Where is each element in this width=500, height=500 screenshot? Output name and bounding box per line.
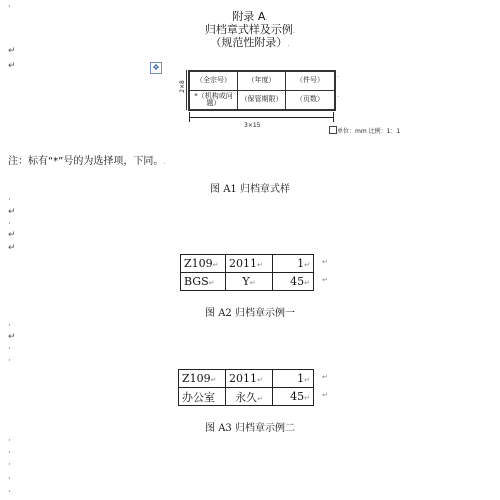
paragraph-mark: ↵ bbox=[8, 207, 16, 217]
paragraph-mark: ↵ bbox=[8, 230, 16, 240]
table-row bbox=[181, 273, 314, 291]
paragraph-mark: · bbox=[8, 2, 11, 12]
paragraph-mark: · bbox=[8, 356, 11, 366]
table-cell: 45↵ bbox=[273, 388, 314, 406]
row-end-mark: ↵ bbox=[322, 391, 328, 399]
figure-caption: 图 A2 归档章示例一 bbox=[205, 308, 295, 319]
table-row bbox=[181, 255, 314, 273]
cell-mark: · bbox=[337, 73, 340, 81]
example-table-1 bbox=[180, 254, 314, 291]
paragraph-mark: ↵ bbox=[8, 61, 16, 71]
paragraph-mark: · bbox=[8, 195, 11, 205]
row-end-mark: ↵ bbox=[322, 258, 328, 266]
paragraph-mark: · bbox=[8, 321, 11, 331]
table-cell: Z109↵ bbox=[181, 255, 226, 273]
table-cell: 1↵ bbox=[273, 370, 314, 388]
seal-cell: （保管期限） bbox=[237, 90, 286, 110]
table-cell: Z109↵ bbox=[179, 370, 226, 388]
table-cell: 2011↵ bbox=[226, 370, 273, 388]
example-table-2 bbox=[178, 369, 314, 406]
paragraph-mark: · bbox=[8, 219, 11, 229]
height-dimension-label: 2×8 bbox=[178, 80, 186, 93]
paragraph-mark: · bbox=[8, 474, 11, 484]
table-cell: 永久↵ bbox=[226, 388, 273, 406]
table-cell: BGS↵ bbox=[181, 273, 226, 291]
row-end-mark: ↵ bbox=[322, 373, 328, 381]
height-dimension-line bbox=[186, 70, 187, 110]
row-end-mark: ↵ bbox=[322, 276, 328, 284]
dimension-tick bbox=[333, 112, 334, 122]
paragraph-mark: ↵ bbox=[8, 243, 16, 253]
seal-cell: （年度） bbox=[237, 71, 286, 91]
paragraph-mark: ↵ bbox=[8, 46, 16, 56]
figure-caption: 图 A1 归档章式样 bbox=[210, 184, 290, 195]
paragraph-mark: · bbox=[8, 344, 11, 354]
seal-cell: （页数） bbox=[285, 90, 335, 110]
table-cell: 2011↵ bbox=[226, 255, 273, 273]
seal-cell: （全宗号） bbox=[189, 71, 238, 91]
unit-note: 单位：mm 比例：1：1 bbox=[337, 128, 401, 135]
paragraph-mark: · bbox=[8, 460, 11, 470]
note-text: 注：标有“*”号的为选择项，下同。. bbox=[8, 156, 166, 167]
paragraph-mark: ↵ bbox=[8, 332, 16, 342]
width-dimension-label: 3×15 bbox=[244, 122, 261, 129]
table-row bbox=[179, 370, 314, 388]
table-move-handle-icon[interactable]: ✥ bbox=[150, 62, 162, 74]
table-cell: Y↵ bbox=[226, 273, 273, 291]
paragraph-mark: · bbox=[8, 436, 11, 446]
paragraph-mark: · bbox=[8, 487, 11, 497]
paragraph-mark: · bbox=[8, 448, 11, 458]
appendix-subtitle: （规范性附录）. bbox=[210, 36, 290, 49]
table-cell: 办公室 bbox=[179, 388, 226, 406]
archive-seal-diagram bbox=[188, 70, 336, 111]
appendix-title: 归档章式样及示例. bbox=[204, 23, 296, 36]
table-cell: 45↵ bbox=[273, 273, 314, 291]
table-row bbox=[179, 388, 314, 406]
seal-cell: *（机构或问题） bbox=[189, 90, 238, 110]
figure-caption: 图 A3 归档章示例二 bbox=[205, 423, 295, 434]
appendix-label: 附录 A. bbox=[232, 10, 268, 23]
dimension-tick bbox=[189, 112, 190, 122]
width-dimension-line bbox=[189, 117, 334, 118]
cell-mark: · bbox=[337, 93, 340, 101]
checkbox-icon bbox=[329, 126, 337, 134]
table-cell: 1↵ bbox=[273, 255, 314, 273]
seal-cell: （件号） bbox=[285, 71, 335, 91]
